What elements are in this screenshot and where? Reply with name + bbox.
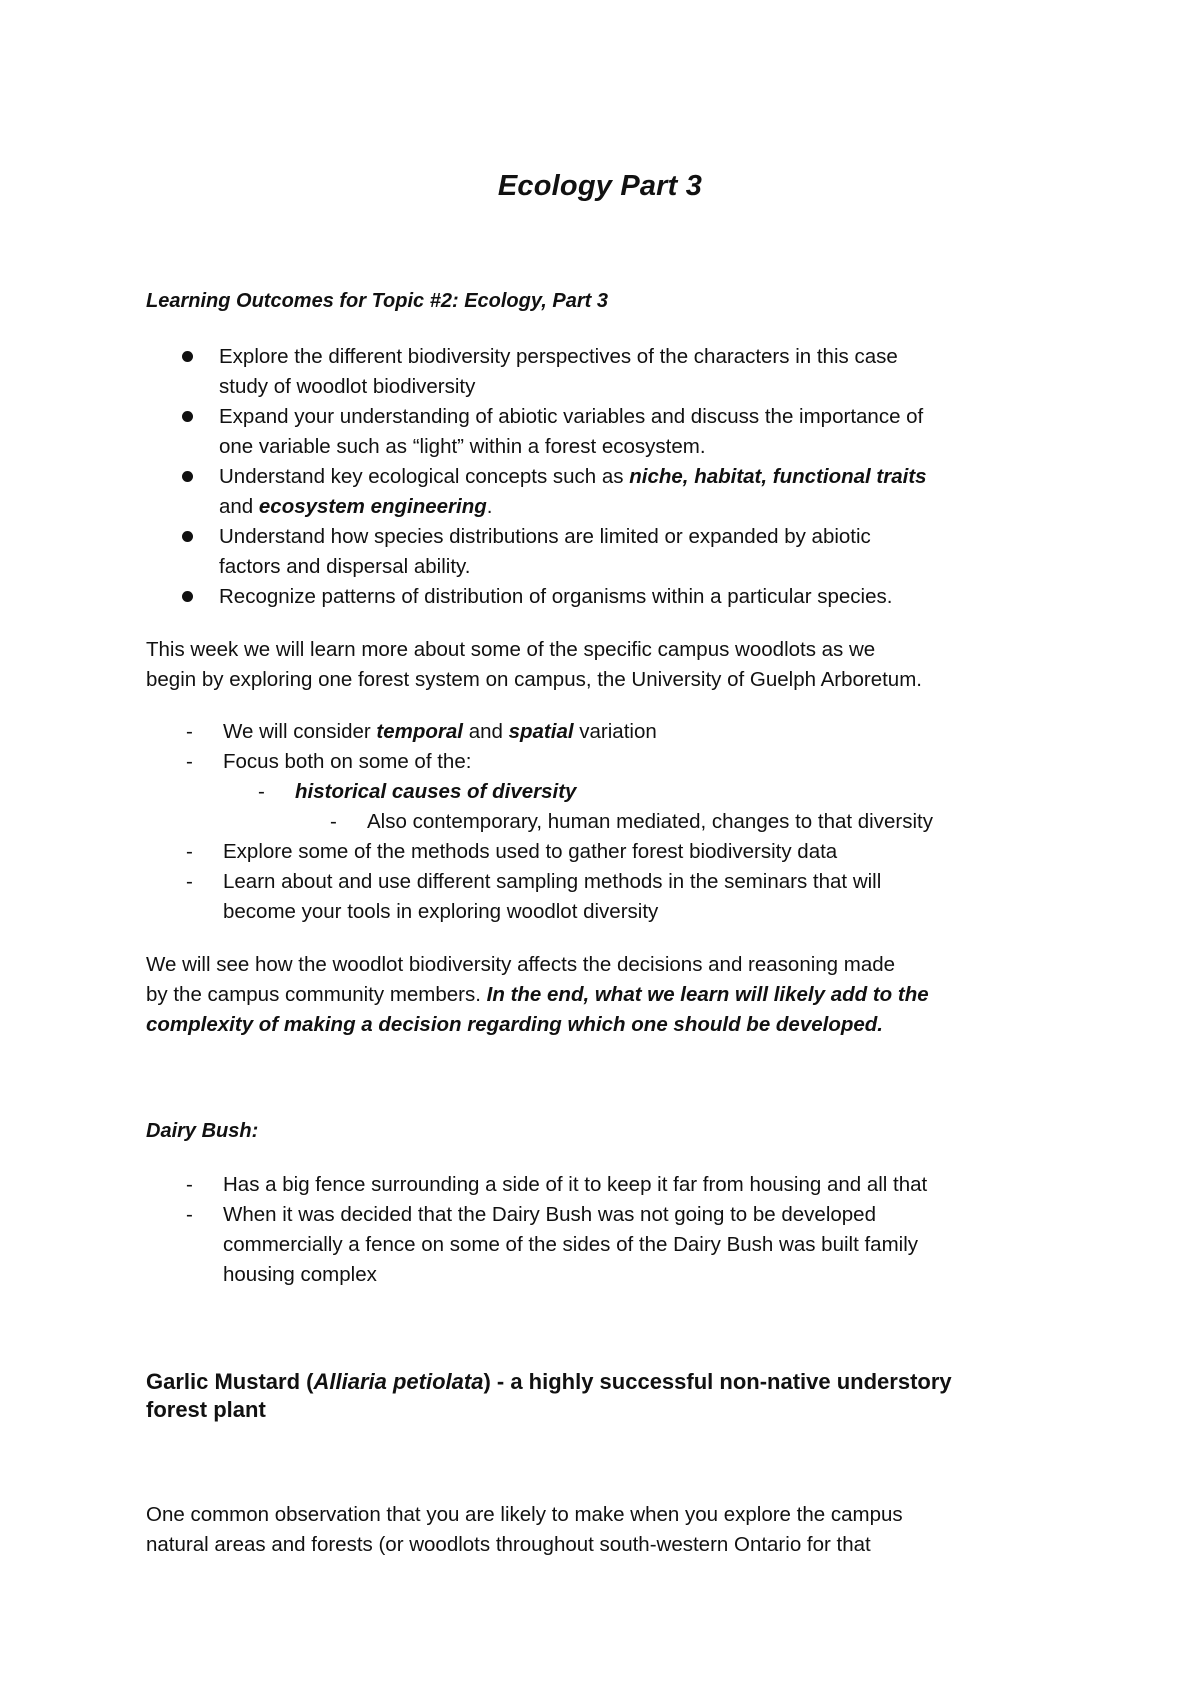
paragraph-line: begin by exploring one forest system on campus, the University of Guelph Arboretum. [146, 668, 922, 691]
garlic-mustard-heading [146, 1368, 1086, 1424]
bullet-line [219, 462, 1059, 492]
dash-marker: - [186, 840, 193, 863]
text-span: . [486, 495, 493, 518]
list-item-text: historical causes of diversity [295, 780, 577, 803]
dash-marker: - [186, 870, 193, 893]
term-niche: niche [629, 465, 683, 488]
list-item-text: Has a big fence surrounding a side of it to keep it far from housing and all that [223, 1173, 928, 1196]
list-item [186, 837, 1066, 867]
text-span: variation [573, 720, 657, 743]
dash-marker: - [186, 1203, 193, 1226]
paragraph-line: natural areas and forests (or woodlots throughout south-western Ontario for that [146, 1533, 871, 1556]
term-temporal: temporal [376, 720, 463, 743]
bullet-icon [182, 411, 193, 422]
decision-paragraph [146, 950, 1066, 1040]
bullet-line [219, 492, 1059, 522]
closing-paragraph [146, 1500, 1086, 1560]
list-item [330, 807, 1070, 837]
bullet-icon [182, 591, 193, 602]
dash-marker: - [186, 720, 193, 743]
species-name: Alliaria petiolata [313, 1369, 484, 1394]
list-item-line: Learn about and use different sampling methods in the seminars that will [223, 870, 882, 893]
paragraph-line: This week we will learn more about some of the specific campus woodlots as we [146, 638, 876, 661]
list-item [186, 1200, 1066, 1290]
list-item [186, 747, 1066, 777]
text-span: ) - a highly successful non-native understory [483, 1369, 952, 1394]
text-span: We will consider [223, 720, 377, 743]
paragraph-line: complexity of making a decision regarding which one should be developed. [146, 1013, 883, 1036]
text-span: and [463, 720, 509, 743]
list-item-line: housing complex [223, 1263, 377, 1286]
paragraph-line: One common observation that you are likely to make when you explore the campus [146, 1503, 903, 1526]
dash-marker: - [258, 780, 265, 803]
paragraph-line [146, 980, 1066, 1010]
text-span: , [761, 465, 773, 488]
term-functional-traits: functional traits [772, 465, 927, 488]
list-item-text: Focus both on some of the: [223, 750, 472, 773]
bullet-line: Expand your understanding of abiotic variables and discuss the importance of [219, 405, 924, 428]
bullet-line: Recognize patterns of distribution of organisms within a particular species. [219, 585, 893, 608]
list-item [186, 867, 1066, 927]
list-item [258, 777, 1058, 807]
heading-line [146, 1368, 1086, 1396]
list-item-line: When it was decided that the Dairy Bush was not going to be developed [223, 1203, 876, 1226]
learning-outcomes-heading: Learning Outcomes for Topic #2: Ecology, Part 3 [146, 290, 608, 312]
page-title: Ecology Part 3 [497, 170, 703, 202]
emphasis-text: In the end, what we learn will likely add to the [486, 983, 929, 1006]
text-span: Understand key ecological concepts such as [219, 465, 630, 488]
bullet-line: Understand how species distributions are limited or expanded by abiotic [219, 525, 871, 548]
heading-line: forest plant [146, 1397, 266, 1422]
list-item-text: Also contemporary, human mediated, changes to that diversity [367, 810, 933, 833]
term-ecosystem-engineering: ecosystem engineering [258, 495, 487, 518]
text-span: Garlic Mustard ( [146, 1369, 314, 1394]
bullet-icon [182, 471, 193, 482]
bullet-line: study of woodlot biodiversity [219, 375, 476, 398]
term-spatial: spatial [508, 720, 574, 743]
bullet-icon [182, 531, 193, 542]
list-item [186, 717, 1066, 747]
list-item-text: Explore some of the methods used to gather forest biodiversity data [223, 840, 838, 863]
text-span: , [682, 465, 695, 488]
paragraph-line: We will see how the woodlot biodiversity affects the decisions and reasoning made [146, 953, 896, 976]
dash-marker: - [186, 750, 193, 773]
term-habitat: habitat [694, 465, 762, 488]
list-item [186, 1170, 1086, 1200]
text-span: and [219, 495, 259, 518]
list-item-line: become your tools in exploring woodlot diversity [223, 900, 659, 923]
bullet-line: Explore the different biodiversity perspectives of the characters in this case [219, 345, 898, 368]
list-item-line: commercially a fence on some of the sides of the Dairy Bush was built family [223, 1233, 919, 1256]
bullet-icon [182, 351, 193, 362]
bullet-line: one variable such as “light” within a forest ecosystem. [219, 435, 706, 458]
bullet-line: factors and dispersal ability. [219, 555, 471, 578]
intro-paragraph [146, 635, 1066, 695]
dairy-bush-heading: Dairy Bush: [146, 1120, 259, 1142]
dash-marker: - [330, 810, 337, 833]
dash-marker: - [186, 1173, 193, 1196]
text-span: by the campus community members. [146, 983, 487, 1006]
